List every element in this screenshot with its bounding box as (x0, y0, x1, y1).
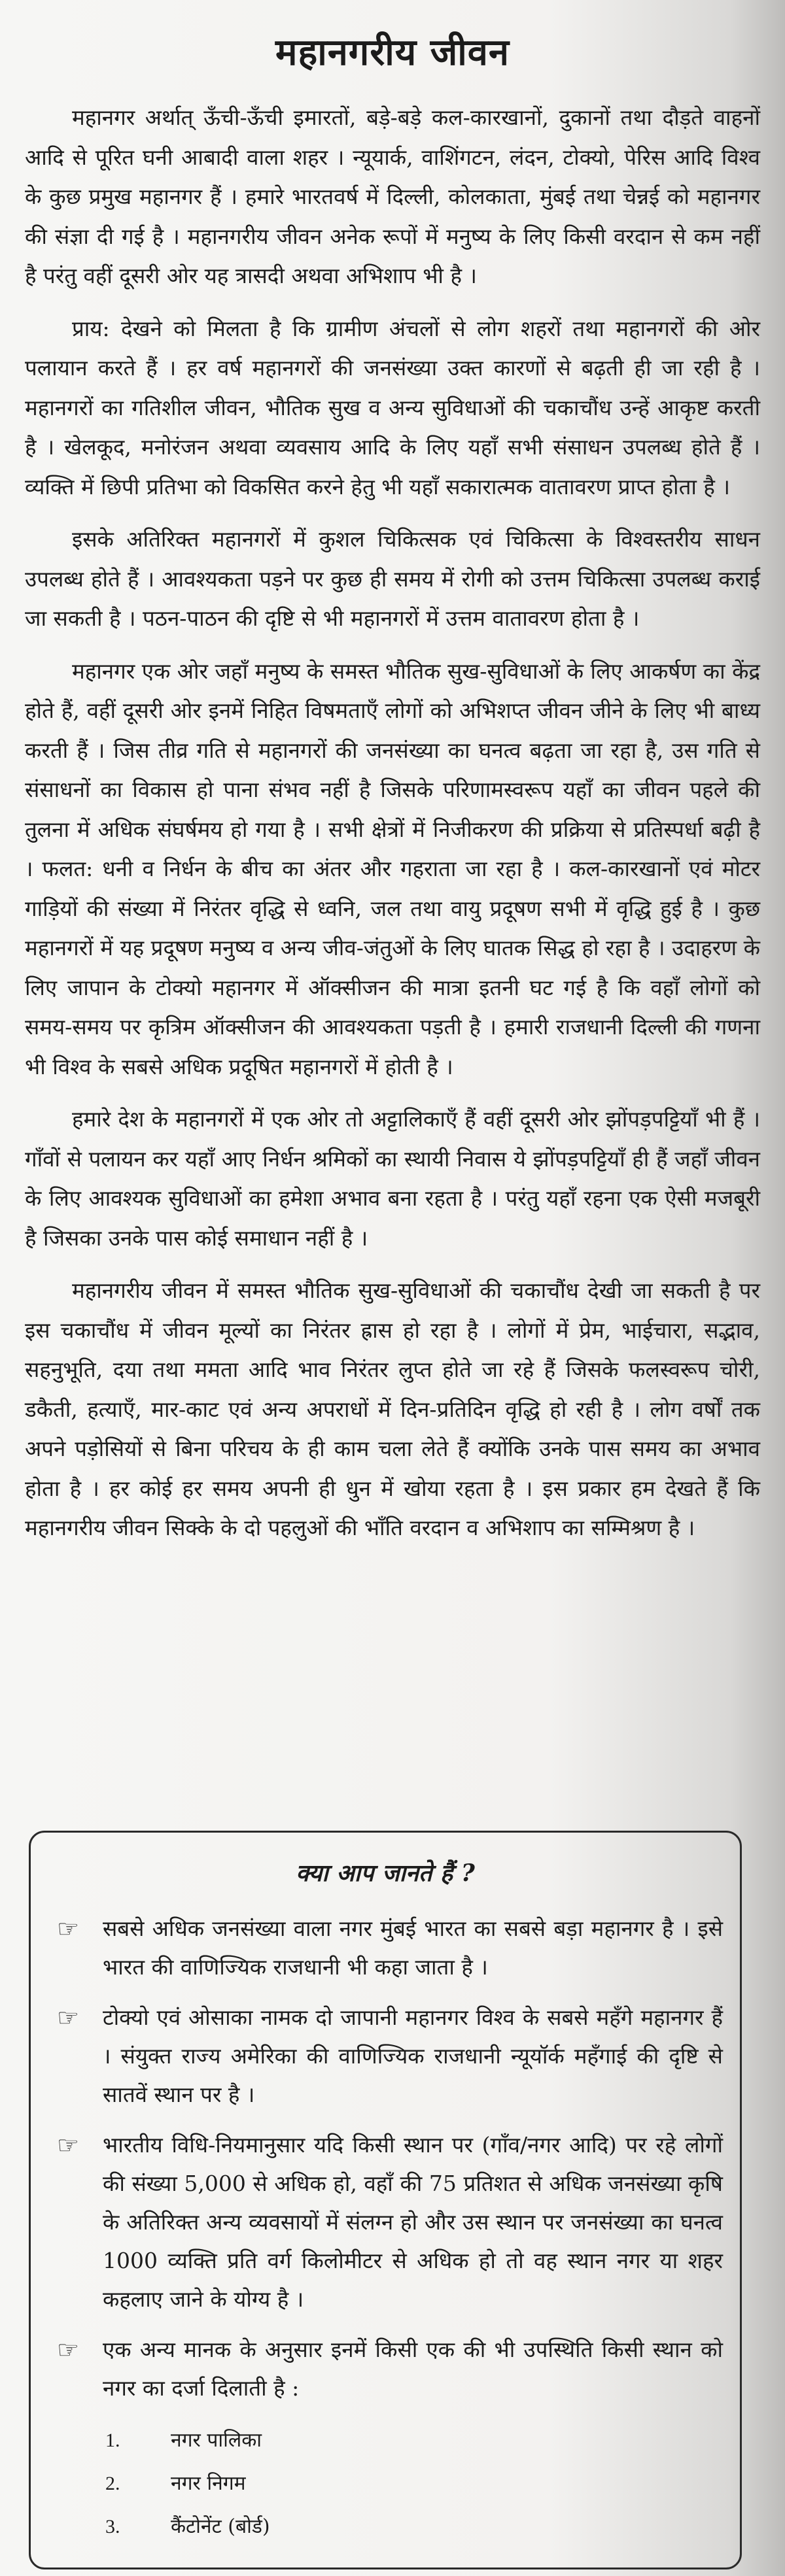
town-criteria-list (48, 2419, 723, 2549)
pointing-hand-icon: ☞ (57, 2003, 80, 2032)
list-item-number: 3. (105, 2516, 120, 2537)
fact-item (48, 2330, 723, 2407)
list-item-text: नगर पालिका (171, 2429, 262, 2452)
paragraph-3: इसके अतिरिक्त महानगरों में कुशल चिकित्सक एवं चिकित्सा के विश्वस्तरीय साधन उपलब्ध होते हैं । आवश्यकता पड़ने पर कुछ ही समय में रोगी को उत्तम चिकित्सा उपलब्ध कराई जा सकती है । पठन-पाठन की दृष्टि से भी महानगरों में उत्तम वातावरण होता है । (25, 526, 760, 631)
list-item-number: 1. (105, 2430, 120, 2451)
list-item-text: नगर निगम (171, 2472, 246, 2495)
fact-item (48, 1909, 723, 1986)
did-you-know-box (29, 1831, 742, 2569)
paragraph-5: हमारे देश के महानगरों में एक ओर तो अट्टालिकाएँ हैं वहीं दूसरी ओर झोंपड़पट्टियाँ भी हैं । गाँवों से पलायन कर यहाँ आए निर्धन श्रमिकों का स्थायी निवास ये झोंपड़पट्टियाँ ही हैं जहाँ जीवन के लिए आवश्यक सुविधाओं का हमेशा अभाव बना रहता है । परंतु यहाँ रहना एक ऐसी मजबूरी है जिसका उनके पास कोई समाधान नहीं है । (25, 1106, 760, 1251)
fact-item (48, 2126, 723, 2318)
pointing-hand-icon: ☞ (57, 2131, 80, 2160)
list-item-number: 2. (105, 2473, 120, 2494)
paragraph-6: महानगरीय जीवन में समस्त भौतिक सुख-सुविधाओं की चकाचौंध देखी जा सकती है पर इस चकाचौंध में जीवन मूल्यों का निरंतर ह्रास हो रहा है । लोगों में प्रेम, भाईचारा, सद्भाव, सहनुभूति, दया तथा ममता आदि भाव निरंतर लुप्त होते जा रहे हैं जिसके फलस्वरूप चोरी, डकैती, हत्याएँ, मार-काट एवं अन्य अपराधों में दिन-प्रतिदिन वृद्धि हो रही है । लोग वर्षों तक अपने पड़ोसियों से बिना परिचय के ही काम चला लेते हैं क्योंकि उनके पास समय का अभाव होता है । हर कोई हर समय अपनी ही धुन में खोया रहता है । इस प्रकार हम देखते हैं कि महानगरीय जीवन सिक्के के दो पहलुओं की भाँति वरदान व अभिशाप का सम्मिश्रण है । (25, 1278, 760, 1540)
fact-text: एक अन्य मानक के अनुसार इनमें किसी एक की भी उपस्थिति किसी स्थान को नगर का दर्जा दिलाती है : (103, 2337, 723, 2401)
page-title: महानगरीय जीवन (275, 31, 510, 74)
fact-text: सबसे अधिक जनसंख्या वाला नगर मुंबई भारत का सबसे बड़ा महानगर है । इसे भारत की वाणिज्यिक राजधानी भी कहा जाता है । (103, 1916, 723, 1980)
did-you-know-heading: क्या आप जानते हैं ? (296, 1859, 475, 1887)
fact-item (48, 1998, 723, 2114)
paragraph-4: महानगर एक ओर जहाँ मनुष्य के समस्त भौतिक सुख-सुविधाओं के लिए आकर्षण का केंद्र होते हैं, वहीं दूसरी ओर इनमें निहित विषमताएँ लोगों को अभिशप्त जीवन जीने के लिए भी बाध्य करती हैं । जिस तीव्र गति से महानगरों की जनसंख्या का घनत्व बढ़ता जा रहा है, उस गति से संसाधनों का विकास हो पाना संभव नहीं है जिसके परिणामस्वरूप यहाँ का जीवन पहले की तुलना में अधिक संघर्षमय हो गया है । सभी क्षेत्रों में निजीकरण की प्रक्रिया से प्रतिस्पर्धा बढ़ी है । फलत: धनी व निर्धन के बीच का अंतर और गहराता जा रहा है । कल-कारखानों एवं मोटर गाड़ियों की संख्या में निरंतर वृद्धि से ध्वनि, जल तथा वायु प्रदूषण सभी में वृद्धि हुई है । कुछ महानगरों में यह प्रदूषण मनुष्य व अन्य जीव-जंतुओं के लिए घातक सिद्ध हो रहा है । उदाहरण के लिए जापान के टोक्यो महानगर में ऑक्सीजन की मात्रा इतनी घट गई है कि वहाँ लोगों को समय-समय पर कृत्रिम ऑक्सीजन की आवश्यकता पड़ती है । हमारी राजधानी दिल्ली की गणना भी विश्व के सबसे अधिक प्रदूषित महानगरों में होती है । (25, 658, 760, 1079)
fact-text: भारतीय विधि-नियमानुसार यदि किसी स्थान पर (गाँव/नगर आदि) पर रहे लोगों की संख्या 5,000 से अधिक हो, वहाँ की 75 प्रतिशत से अधिक जनसंख्या कृषि के अतिरिक्त अन्य व्यवसायों में संलग्न हो और उस स्थान पर जनसंख्या का घनत्व 1000 व्यक्ति प्रति वर्ग किलोमीटर से अधिक हो तो वह स्थान नगर या शहर कहलाए जाने के योग्य है । (103, 2132, 723, 2312)
essay-body (25, 98, 760, 1548)
paragraph-2: प्राय: देखने को मिलता है कि ग्रामीण अंचलों से लोग शहरों तथा महानगरों की ओर पलायान करते हैं । हर वर्ष महानगरों की जनसंख्या उक्त कारणों से बढ़ती ही जा रही है । महानगरों का गतिशील जीवन, भौतिक सुख व अन्य सुविधाओं की चकाचौंध उन्हें आकृष्ट करती है । खेलकूद, मनोरंजन अथवा व्यवसाय आदि के लिए यहाँ सभी संसाधन उपलब्ध होते हैं । व्यक्ति में छिपी प्रतिभा को विकसित करने हेतु भी यहाँ सकारात्मक वातावरण प्राप्त होता है । (25, 315, 760, 500)
list-item (105, 2505, 723, 2549)
fact-text: टोक्यो एवं ओसाका नामक दो जापानी महानगर विश्व के सबसे महँगे महानगर हैं । संयुक्त राज्य अमेरिका की वाणिज्यिक राजधानी न्यूयॉर्क महँगाई की दृष्टि से सातवें स्थान पर है । (103, 2005, 723, 2107)
paragraph-1: महानगर अर्थात् ऊँची-ऊँची इमारतों, बड़े-बड़े कल-कारखानों, दुकानों तथा दौड़ते वाहनों आदि से पूरित घनी आबादी वाला शहर । न्यूयार्क, वाशिंगटन, लंदन, टोक्यो, पेरिस आदि विश्व के कुछ प्रमुख महानगर हैं । हमारे भारतवर्ष में दिल्ली, कोलकाता, मुंबई तथा चेन्नई को महानगर की संज्ञा दी गई है । महानगरीय जीवन अनेक रूपों में मनुष्य के लिए किसी वरदान से कम नहीं है परंतु वहीं दूसरी ओर यह त्रासदी अथवा अभिशाप भी है । (25, 105, 760, 288)
pointing-hand-icon: ☞ (57, 2335, 80, 2364)
pointing-hand-icon: ☞ (57, 1914, 80, 1943)
list-item (105, 2462, 723, 2505)
list-item-text: कैंटोनेंट (बोर्ड) (171, 2515, 270, 2538)
list-item (105, 2419, 723, 2462)
